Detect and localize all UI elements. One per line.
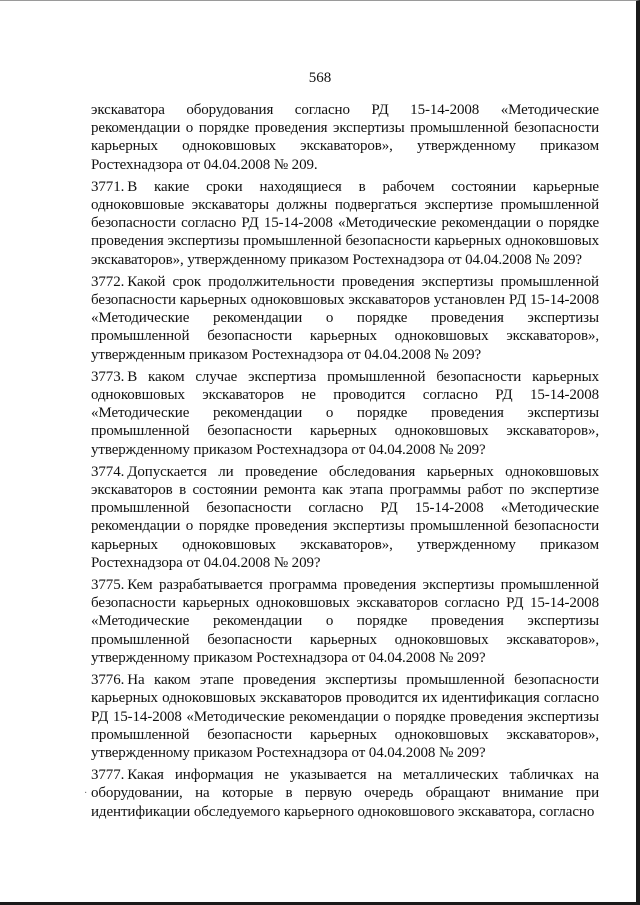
page-number: 568 [308, 70, 332, 86]
question-3775 [91, 576, 599, 667]
question-text: В каком случае экспертиза промышленной безопасности карьерных одноковшовых экскаваторов не проводится согласно РД 15-14-2008 «Методические рекомендации о порядке проведения экспертизы промышленной безопасности карьерных одноковшовых экскаваторов», утвержденному приказом Ростехнадзора от 04.04.2008 № 209? [91, 368, 599, 458]
question-text: На каком этапе проведения экспертизы промышленной безопасности карьерных одноковшовых экскаваторов проводится их идентификация согласно РД 15-14-2008 «Методические рекомендации о порядке проведения экспертизы промышленной безопасности карьерных одноковшовых экскаваторов», утвержденному приказом Ростехнадзора от 04.04.2008 № 209? [91, 672, 599, 761]
intro-paragraph: экскаватора оборудования согласно РД 15-14-2008 «Методические рекомендации о порядке проведения экспертизы промышленной безопасности карьерных одноковшовых экскаваторов», утвержденному приказом Ростехнадзора от 04.04.2008 № 209. [91, 102, 599, 173]
question-number: 3771. [91, 178, 125, 195]
question-number: 3774. [91, 463, 125, 480]
question-3774 [91, 463, 599, 572]
question-number: 3773. [91, 368, 125, 385]
question-3773 [91, 368, 599, 459]
question-text: Какой срок продолжительности проведения экспертизы промышленной безопасности карьерных одноковшовых экскаваторов установлен РД 15-14-2008 «Методические рекомендации о порядке проведения экспертизы промышленной безопасности карьерных одноковшовых экскаваторов», утвержденным приказом Ростехнадзора от 04.04.2008 № 209? [91, 273, 599, 363]
question-number: 3772. [91, 273, 125, 290]
question-3771 [91, 178, 599, 269]
question-number: 3777. [91, 767, 125, 784]
question-3777 [91, 766, 599, 821]
question-text: Допускается ли проведение обследования карьерных одноковшовых экскаваторов в состоянии ремонта как этапа программы работ по экспертизе промышленной безопасности согласно РД 15-14-2008 «Методические рекомендации о порядке проведения экспертизы промышленной безопасности карьерных одноковшовых экскаваторов», утвержденному приказом Ростехнадзора от 04.04.2008 № 209? [91, 463, 599, 571]
question-text: В какие сроки находящиеся в рабочем состоянии карьерные одноковшовые экскаваторы должны подвергаться экспертизе промышленной безопасности согласно РД 15-14-2008 «Методические рекомендации о порядке проведения экспертизы промышленной безопасности карьерных одноковшовых экскаваторов», утвержденному приказом Ростехнадзора от 04.04.2008 № 209? [91, 178, 599, 268]
scan-smudge: · [84, 788, 88, 799]
question-number: 3776. [91, 672, 125, 689]
question-number: 3775. [91, 577, 125, 594]
question-3776 [91, 671, 599, 762]
document-body [91, 101, 599, 825]
question-text: Кем разрабатывается программа проведения экспертизы промышленной безопасности карьерных одноковшовых экскаваторов согласно РД 15-14-2008 «Методические рекомендации о порядке проведения экспертизы промышленной безопасности карьерных одноковшовых экскаваторов», утвержденному приказом Ростехнадзора от 04.04.2008 № 209? [91, 577, 599, 666]
question-text: Какая информация не указывается на металлических табличках на оборудовании, на которые в первую очередь обращают внимание при идентификации обследуемого карьерного одноковшового экскаватора, согласно [91, 767, 599, 820]
question-3772 [91, 273, 599, 364]
